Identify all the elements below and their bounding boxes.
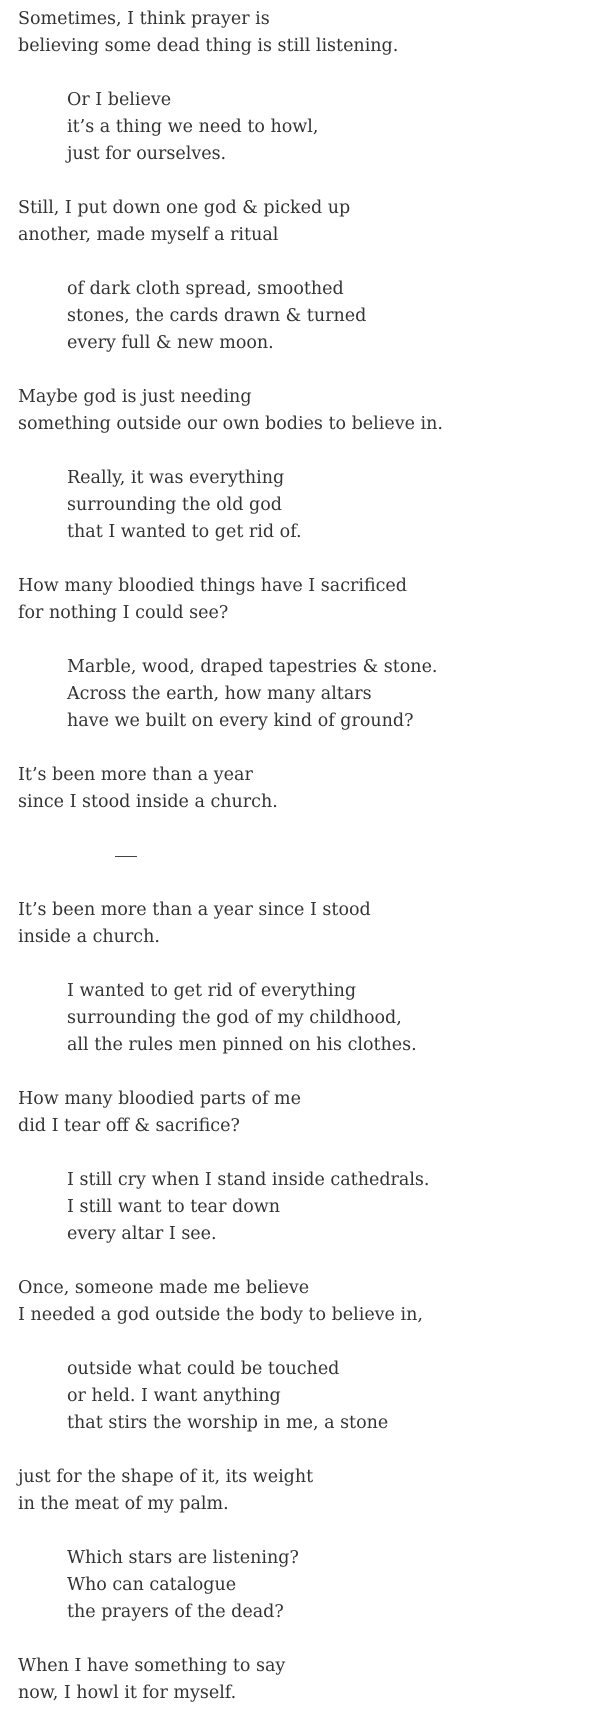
poem-line: Maybe god is just needing (18, 387, 252, 407)
poem-line: It’s been more than a year (18, 765, 253, 785)
stanza (0, 897, 605, 951)
stanza-indented (0, 465, 605, 546)
poem-line: since I stood inside a church. (18, 792, 278, 812)
poem-line: in the meat of my palm. (18, 1494, 229, 1514)
poem-line: Who can catalogue (67, 1575, 237, 1595)
stanza (0, 762, 605, 816)
stanza-indented (0, 1167, 605, 1248)
stanza (0, 1653, 605, 1707)
poem-line: of dark cloth spread, smoothed (67, 279, 344, 299)
poem-line: believing some dead thing is still listening. (18, 36, 399, 56)
poem-line: I needed a god outside the body to believe in, (18, 1305, 423, 1325)
poem-line: have we built on every kind of ground? (67, 711, 414, 731)
stanza-indented (0, 87, 605, 168)
poem-line: that stirs the worship in me, a stone (67, 1413, 389, 1433)
stanza (0, 195, 605, 249)
poem-line: Or I believe (67, 90, 172, 110)
stanza (0, 573, 605, 627)
poem-line: surrounding the god of my childhood, (67, 1008, 402, 1028)
poem-line: How many bloodied parts of me (18, 1089, 301, 1109)
poem-line: Across the earth, how many altars (67, 684, 372, 704)
poem-line: for nothing I could see? (18, 603, 229, 623)
poem-line: it’s a thing we need to howl, (67, 117, 319, 137)
poem-part-two (0, 897, 605, 1707)
stanza-indented (0, 1356, 605, 1437)
stanza-indented (0, 276, 605, 357)
poem-line: I still want to tear down (67, 1197, 280, 1217)
poem-line: It’s been more than a year since I stood (18, 900, 371, 920)
stanza-indented (0, 654, 605, 735)
stanza (0, 1086, 605, 1140)
poem-line: now, I howl it for myself. (18, 1683, 237, 1703)
poem-line: the prayers of the dead? (67, 1602, 284, 1622)
poem-line: Marble, wood, draped tapestries & stone. (67, 657, 438, 677)
poem-line: or held. I want anything (67, 1386, 281, 1406)
poem-line: When I have something to say (18, 1656, 286, 1676)
poem-line: every altar I see. (67, 1224, 217, 1244)
section-divider (0, 843, 605, 870)
stanza-indented (0, 978, 605, 1059)
stanza-indented (0, 1545, 605, 1626)
stanza (0, 1275, 605, 1329)
poem-line: just for the shape of it, its weight (18, 1467, 314, 1487)
stanza (0, 384, 605, 438)
poem-line: something outside our own bodies to believe in. (18, 414, 443, 434)
poem-line: Really, it was everything (67, 468, 285, 488)
stanza (0, 1464, 605, 1518)
poem-line: all the rules men pinned on his clothes. (67, 1035, 417, 1055)
poem-line: stones, the cards drawn & turned (67, 306, 367, 326)
poem-line: did I tear off & sacrifice? (18, 1116, 240, 1136)
stanza (0, 6, 605, 60)
poem-line: outside what could be touched (67, 1359, 340, 1379)
poem-part-one (0, 6, 605, 816)
poem-line: that I wanted to get rid of. (67, 522, 302, 542)
poem-line: I wanted to get rid of everything (67, 981, 357, 1001)
poem-line: I still cry when I stand inside cathedrals. (67, 1170, 430, 1190)
em-dash-divider (115, 856, 137, 857)
poem-line: inside a church. (18, 927, 160, 947)
poem-line: every full & new moon. (67, 333, 274, 353)
poem-line: Still, I put down one god & picked up (18, 198, 351, 218)
poem-line: surrounding the old god (67, 495, 282, 515)
poem-line: another, made myself a ritual (18, 225, 279, 245)
poem-line: just for ourselves. (67, 144, 227, 164)
poem-line: Once, someone made me believe (18, 1278, 310, 1298)
poem-line: Sometimes, I think prayer is (18, 9, 270, 29)
poem-line: How many bloodied things have I sacrificed (18, 576, 407, 596)
poem-line: Which stars are listening? (67, 1548, 299, 1568)
